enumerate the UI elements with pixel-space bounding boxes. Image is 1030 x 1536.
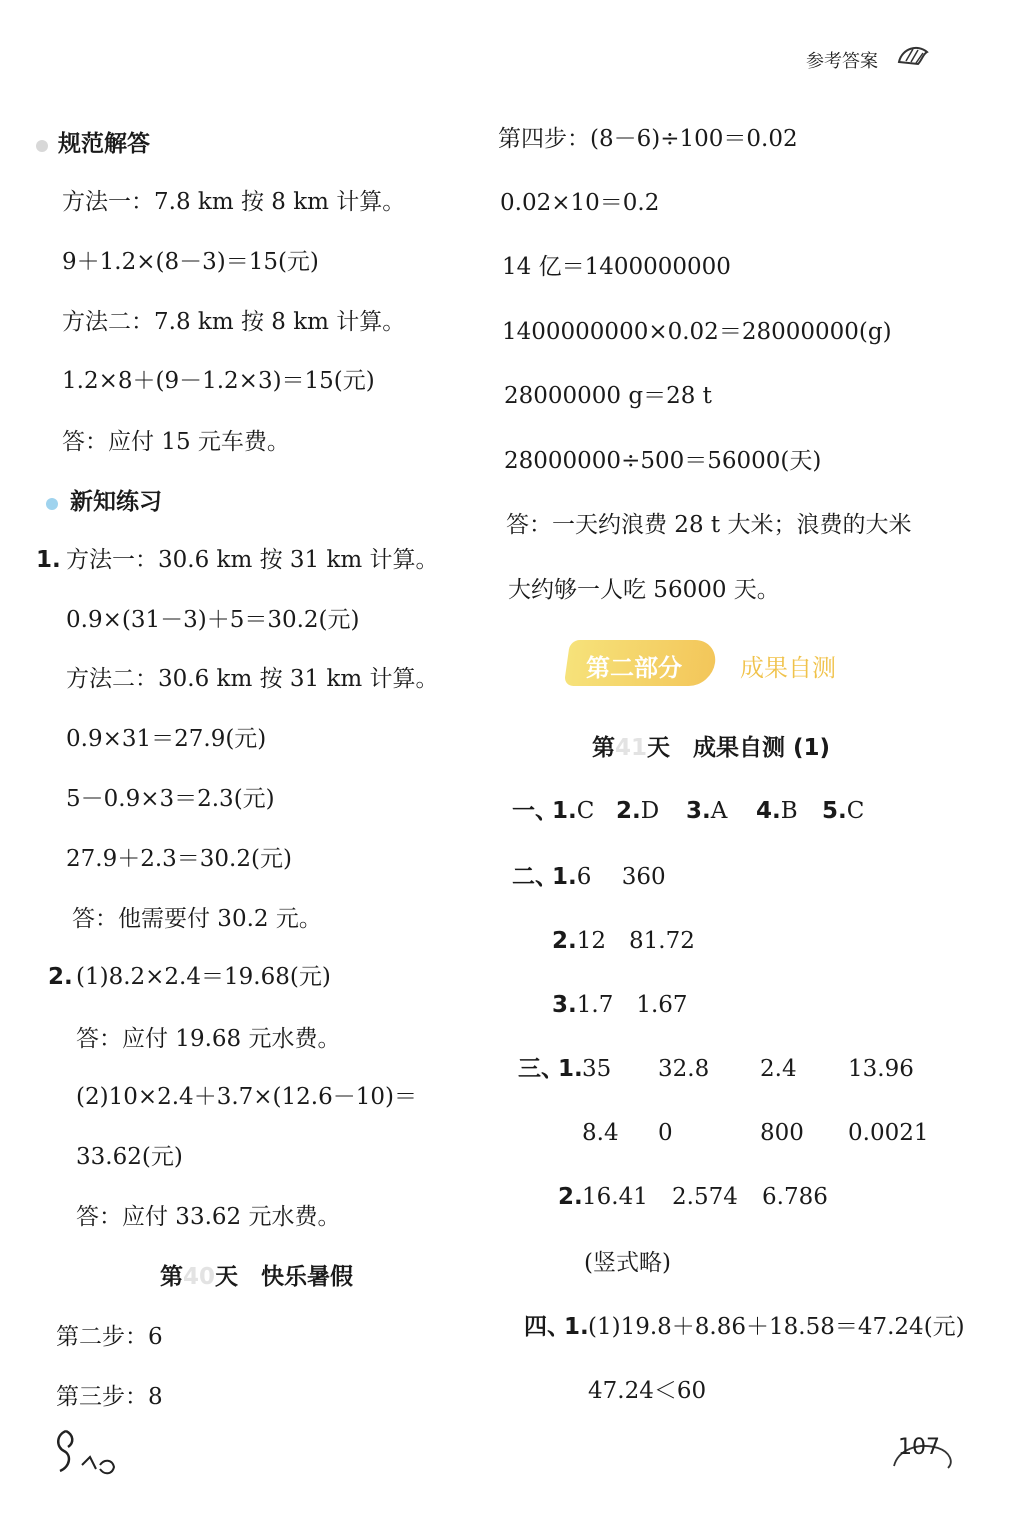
text-line: 27.9＋2.3＝30.2(元) [66,846,292,872]
table-cell: 800 [760,1120,804,1146]
table-cell: 13.96 [848,1056,914,1082]
decorative-seahorse-icon [48,1425,128,1485]
answer-item: 1.C [552,798,595,824]
text-line: 方法一：30.6 km 按 31 km 计算。 [66,547,439,573]
table-cell: 0.0021 [848,1120,929,1146]
text-line: 33.62(元) [76,1144,183,1170]
shell-icon [896,42,930,68]
answer-item: 2.12 81.72 [552,928,695,954]
text-note: (竖式略) [584,1250,671,1276]
text-line: 14 亿＝1400000000 [502,254,731,280]
text-line: (2)10×2.4＋3.7×(12.6－10)＝ [76,1084,417,1110]
text-line: 答：应付 19.68 元水费。 [76,1026,341,1052]
text-line: 0.9×(31－3)＋5＝30.2(元) [66,607,360,633]
day-40-title: 第40天 快乐暑假 [160,1264,354,1290]
section-title-new-practice: 新知练习 [70,489,162,515]
text-line: 5－0.9×3＝2.3(元) [66,786,275,812]
table-cell: 0 [658,1120,673,1146]
text-line: 1400000000×0.02＝28000000(g) [502,319,892,345]
header-label: 参考答案 [806,51,878,72]
text-line: 答：应付 33.62 元水费。 [76,1204,341,1230]
text-line: 第三步：8 [56,1384,163,1410]
table-cell: 6.786 [762,1184,828,1210]
text-line: 第二步：6 [56,1324,163,1350]
text-line: 9＋1.2×(8－3)＝15(元) [62,249,319,275]
text-line: 1.2×8＋(9－1.2×3)＝15(元) [62,368,375,394]
section-label-2: 二、 [512,864,558,890]
question-number: 1. [564,1314,589,1340]
table-cell: 32.8 [658,1056,710,1082]
answer-item: 4.B [756,798,798,824]
text-line: 答：他需要付 30.2 元。 [72,906,322,932]
table-cell: 2.574 [672,1184,738,1210]
text-line: 47.24＜60 [588,1378,707,1404]
day-41-title: 第41天 成果自测 (1) [592,735,831,761]
text-line: 第四步：(8－6)÷100＝0.02 [498,126,798,152]
text-line: 答：应付 15 元车费。 [62,429,290,455]
table-cell: 2.4 [760,1056,797,1082]
text-line: 28000000 g＝28 t [504,383,712,409]
table-cell: 35 [582,1056,612,1082]
text-line: 0.9×31＝27.9(元) [66,726,267,752]
part-banner-label: 第二部分 [586,654,682,682]
table-cell: 16.41 [582,1184,648,1210]
question-number: 1. [36,547,61,573]
section-bullet-icon [36,140,48,152]
page-number: 107 [898,1435,940,1460]
part-banner-subtitle: 成果自测 [740,654,836,682]
question-number: 2. [48,964,73,990]
text-line: 0.02×10＝0.2 [500,190,660,216]
section-bullet-icon [46,498,58,510]
answer-item: 1.6 360 [552,864,666,890]
section-title-standard-answer: 规范解答 [58,131,150,157]
question-number: 1. [558,1056,583,1082]
section-label-1: 一、 [512,798,558,824]
section-label-4: 四、 [524,1314,570,1340]
text-line: 方法一：7.8 km 按 8 km 计算。 [62,189,406,215]
section-label-3: 三、 [518,1056,564,1082]
text-line: 大约够一人吃 56000 天。 [508,577,780,603]
table-cell: 8.4 [582,1120,619,1146]
text-line: (1)8.2×2.4＝19.68(元) [76,964,331,990]
question-number: 2. [558,1184,583,1210]
answer-item: 2.D [616,798,660,824]
text-line: 方法二：7.8 km 按 8 km 计算。 [62,309,406,335]
text-line: (1)19.8＋8.86＋18.58＝47.24(元) [588,1314,965,1340]
text-line: 28000000÷500＝56000(天) [504,448,822,474]
answer-item: 3.1.7 1.67 [552,992,688,1018]
text-line: 答：一天约浪费 28 t 大米；浪费的大米 [506,512,912,538]
answer-item: 5.C [822,798,865,824]
answer-item: 3.A [686,798,728,824]
text-line: 方法二：30.6 km 按 31 km 计算。 [66,666,439,692]
